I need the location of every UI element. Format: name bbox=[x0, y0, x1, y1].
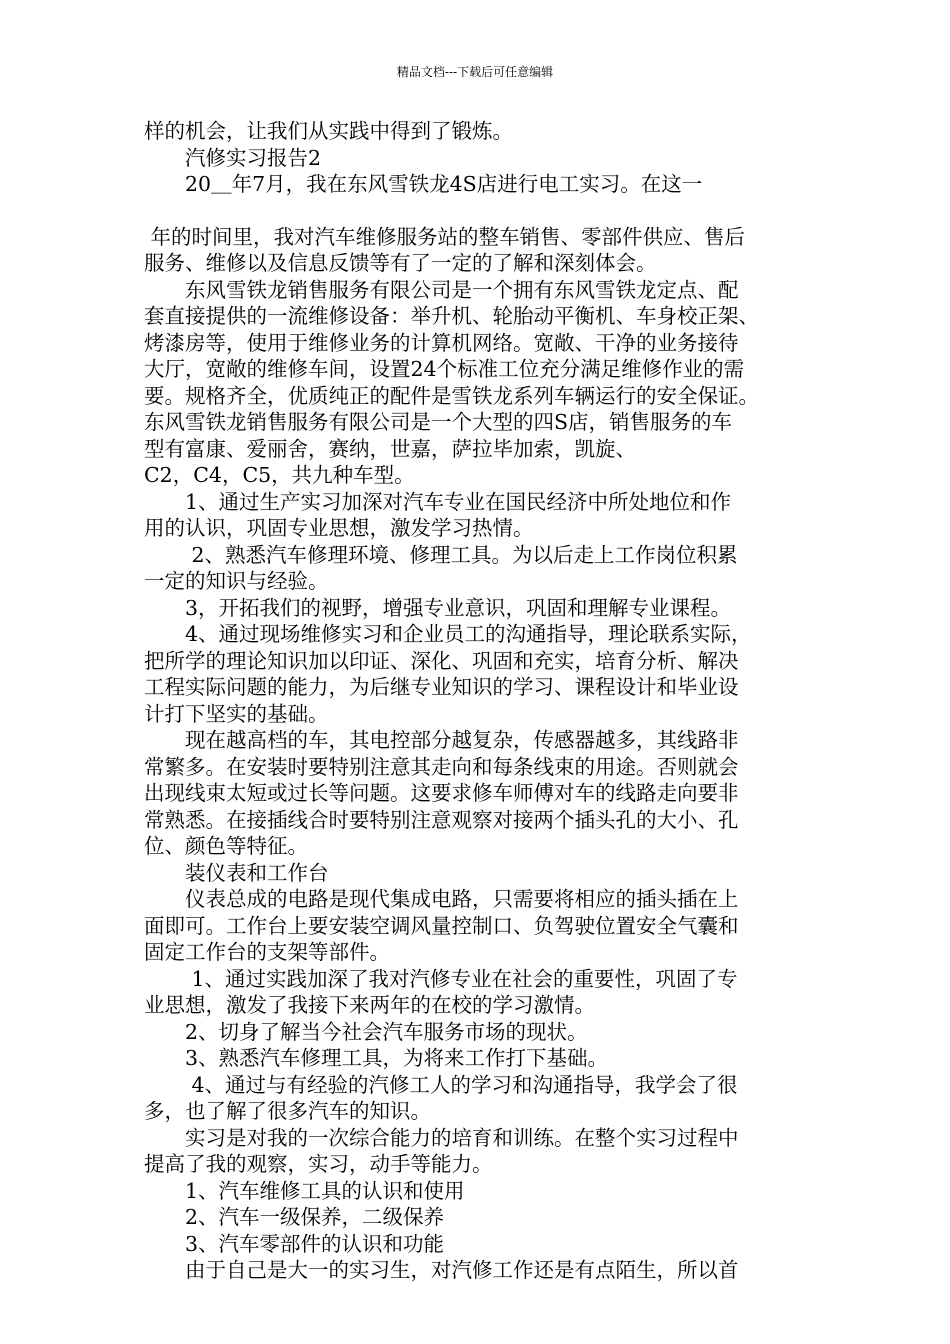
text-line: 烤漆房等，使用于维修业务的计算机网络。宽敞、干净的业务接待 bbox=[144, 330, 739, 355]
section-title: 装仪表和工作台 bbox=[144, 860, 329, 885]
text-line: 用的认识，巩固专业思想，激发学习热情。 bbox=[144, 516, 534, 540]
text-line: 2、汽车一级保养，二级保养 bbox=[144, 1205, 445, 1229]
text-line: 大厅，宽敞的维修车间，设置24个标准工位充分满足维修作业的需 bbox=[144, 357, 745, 381]
text-line: 常熟悉。在接插线合时要特别注意观察对接两个插头孔的大小、孔 bbox=[144, 807, 739, 832]
text-line: 计打下坚实的基础。 bbox=[144, 701, 329, 726]
text-line: 面即可。工作台上要安装空调风量控制口、负驾驶位置安全气囊和 bbox=[144, 913, 739, 938]
text-line: 现在越高档的车，其电控部分越复杂，传感器越多，其线路非 bbox=[144, 728, 739, 752]
text-line: 年的时间里，我对汽车维修服务站的整车销售、零部件供应、售后 bbox=[144, 224, 746, 249]
text-line: 位、颜色等特征。 bbox=[144, 834, 308, 858]
text-line: 型有富康、爱丽舍，赛纳，世嘉，萨拉毕加索，凯旋、 bbox=[144, 436, 636, 461]
text-line: 常繁多。在安装时要特别注意其走向和每条线束的用途。否则就会 bbox=[144, 754, 739, 779]
text-line: 2、切身了解当今社会汽车服务市场的现状。 bbox=[144, 1019, 588, 1044]
document-body bbox=[144, 118, 826, 1284]
text-line: 服务、维修以及信息反馈等有了一定的了解和深刻体会。 bbox=[144, 251, 657, 275]
text-line: 实习是对我的一次综合能力的培育和训练。在整个实习过程中 bbox=[144, 1125, 739, 1150]
text-line: 20＿年7月，我在东风雪铁龙4S店进行电工实习。在这一 bbox=[144, 172, 703, 196]
text-line: 要。规格齐全，优质纯正的配件是雪铁龙系列车辆运行的安全保证。 bbox=[144, 383, 759, 408]
text-line: 4、通过现场维修实习和企业员工的沟通指导，理论联系实际， bbox=[144, 622, 752, 646]
text-line: 固定工作台的支架等部件。 bbox=[144, 940, 390, 964]
text-line: 1、通过生产实习加深对汽车专业在国民经济中所处地位和作 bbox=[144, 489, 732, 514]
text-line: 东风雪铁龙销售服务有限公司是一个大型的四S店，销售服务的车 bbox=[144, 410, 733, 434]
text-line: 3，开拓我们的视野，增强专业意识，巩固和理解专业课程。 bbox=[144, 595, 732, 620]
text-line: 3、熟悉汽车修理工具，为将来工作打下基础。 bbox=[144, 1046, 609, 1070]
text-line: 仪表总成的电路是现代集成电路，只需要将相应的插头插在上 bbox=[144, 887, 739, 911]
text-line: 工程实际问题的能力，为后继专业知识的学习、课程设计和毕业设 bbox=[144, 675, 739, 699]
text-line: 出现线束太短或过长等问题。这要求修车师傅对车的线路走向要非 bbox=[144, 781, 739, 805]
text-line: 业思想，激发了我接下来两年的在校的学习激情。 bbox=[144, 993, 595, 1017]
text-line: 一定的知识与经验。 bbox=[144, 569, 329, 593]
text-line: 把所学的理论知识加以印证、深化、巩固和充实，培育分析、解决 bbox=[144, 648, 739, 673]
text-line: C2，C4，C5，共九种车型。 bbox=[144, 463, 415, 487]
page-gap bbox=[144, 198, 826, 224]
text-line: 样的机会，让我们从实践中得到了锻炼。 bbox=[144, 119, 513, 143]
section-title: 汽修实习报告2 bbox=[144, 145, 322, 170]
text-line: 1、通过实践加深了我对汽修专业在社会的重要性，巩固了专 bbox=[144, 966, 738, 991]
text-line: 1、汽车维修工具的认识和使用 bbox=[144, 1178, 465, 1203]
text-line: 2、熟悉汽车修理环境、修理工具。为以后走上工作岗位积累 bbox=[144, 542, 738, 567]
text-line: 多，也了解了很多汽车的知识。 bbox=[144, 1099, 431, 1123]
text-line: 提高了我的观察，实习，动手等能力。 bbox=[144, 1152, 493, 1176]
text-line: 东风雪铁龙销售服务有限公司是一个拥有东风雪铁龙定点、配 bbox=[144, 277, 739, 302]
text-line: 3、汽车零部件的认识和功能 bbox=[144, 1231, 445, 1256]
text-line: 4、通过与有经验的汽修工人的学习和沟通指导，我学会了很 bbox=[144, 1072, 738, 1097]
page-header: 精品文档---下载后可任意编辑 bbox=[396, 65, 554, 79]
text-line: 套直接提供的一流维修设备：举升机、轮胎动平衡机、车身校正架、 bbox=[144, 304, 759, 328]
text-line: 由于自己是大一的实习生，对汽修工作还是有点陌生，所以首 bbox=[144, 1258, 739, 1282]
